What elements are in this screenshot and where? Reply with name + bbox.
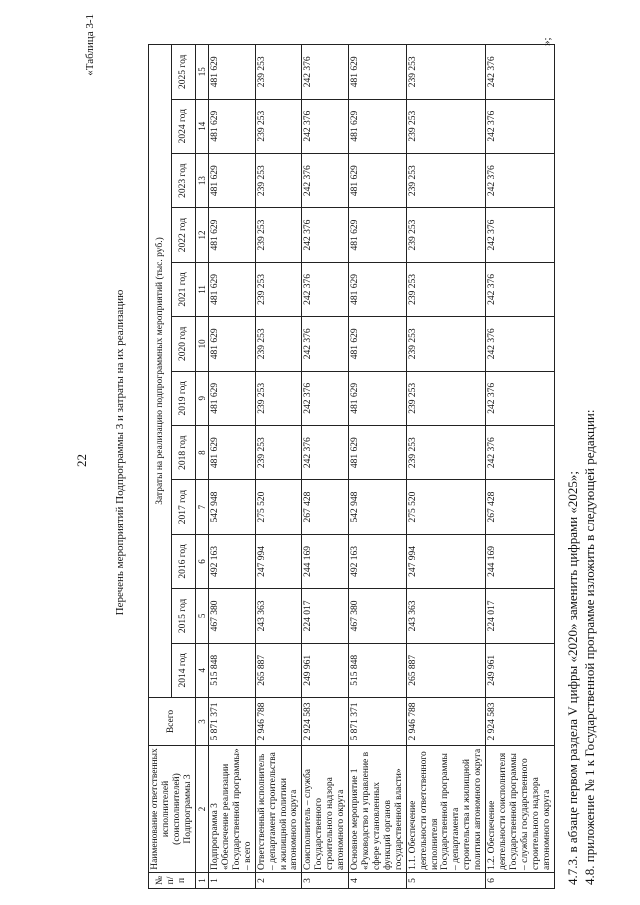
- row-total: 2 924 583: [302, 698, 349, 746]
- header-year: 2024 год: [172, 99, 195, 153]
- year-value: 481 629: [349, 371, 407, 425]
- year-value: 467 380: [209, 589, 256, 643]
- year-value: 242 376: [486, 153, 555, 207]
- year-value: 224 017: [302, 589, 349, 643]
- table-reference: «Таблица 3-1: [84, 14, 96, 76]
- year-value: 242 376: [302, 208, 349, 262]
- row-total: 5 871 371: [349, 698, 407, 746]
- year-value: 239 253: [255, 371, 302, 425]
- year-value: 265 887: [255, 643, 302, 697]
- row-total: 2 924 583: [486, 698, 555, 746]
- header-year: 2021 год: [172, 262, 195, 316]
- row-number: 4: [349, 873, 407, 889]
- year-value: 481 629: [349, 153, 407, 207]
- year-value: 249 961: [302, 643, 349, 697]
- note-paragraph: 4.8. приложение № 1 к Государственной программе изложить в следующей редакции:: [582, 409, 597, 885]
- year-value: 242 376: [302, 317, 349, 371]
- row-number: 3: [302, 873, 349, 889]
- header-year: 2020 год: [172, 317, 195, 371]
- row-name: Соисполнитель – служба Государственного строительного надзора автономного округа: [302, 746, 349, 873]
- year-value: 481 629: [209, 317, 256, 371]
- table-row: [209, 45, 256, 889]
- year-value: 265 887: [406, 643, 485, 697]
- year-value: 247 994: [255, 534, 302, 588]
- year-value: 481 629: [209, 99, 256, 153]
- header-num: № п/п: [149, 873, 196, 889]
- row-number: 1: [209, 873, 256, 889]
- column-index-row: [195, 45, 208, 889]
- year-value: 275 520: [406, 480, 485, 534]
- table-row: [302, 45, 349, 889]
- header-costs: Затраты на реализацию подпрограммных мероприятий (тыс. руб.): [149, 45, 172, 698]
- year-value: 239 253: [255, 45, 302, 100]
- row-number: 2: [255, 873, 302, 889]
- row-total: 5 871 371: [209, 698, 256, 746]
- year-value: 492 163: [209, 534, 256, 588]
- year-value: 244 169: [486, 534, 555, 588]
- year-value: 243 363: [255, 589, 302, 643]
- year-value: 481 629: [209, 371, 256, 425]
- year-value: 239 253: [406, 425, 485, 479]
- row-total: 2 946 788: [255, 698, 302, 746]
- column-index: 4: [195, 643, 208, 697]
- year-value: 267 428: [302, 480, 349, 534]
- year-value: 239 253: [406, 208, 485, 262]
- year-value: 242 376: [486, 317, 555, 371]
- year-value: 242 376: [486, 425, 555, 479]
- year-value: 481 629: [349, 45, 407, 100]
- year-value: 481 629: [349, 208, 407, 262]
- row-name: Ответственный исполнитель – департамент строительства и жилищной политики автономного округа: [255, 746, 302, 873]
- closing-quote: »;: [541, 37, 553, 46]
- header-year: 2022 год: [172, 208, 195, 262]
- year-value: 275 520: [255, 480, 302, 534]
- table-caption: Перечень мероприятий Подпрограммы 3 и затраты на их реализацию: [114, 289, 126, 616]
- year-value: 481 629: [349, 262, 407, 316]
- year-value: 242 376: [302, 262, 349, 316]
- header-year: 2018 год: [172, 425, 195, 479]
- column-index: 5: [195, 589, 208, 643]
- year-value: 239 253: [406, 99, 485, 153]
- column-index: 2: [195, 746, 208, 873]
- table-row: [349, 45, 407, 889]
- year-value: 242 376: [302, 425, 349, 479]
- header-year: 2016 год: [172, 534, 195, 588]
- year-value: 481 629: [209, 208, 256, 262]
- year-value: 481 629: [349, 425, 407, 479]
- row-number: 5: [406, 873, 485, 889]
- year-value: 242 376: [486, 45, 555, 100]
- year-value: 467 380: [349, 589, 407, 643]
- header-year: 2025 год: [172, 45, 195, 100]
- column-index: 9: [195, 371, 208, 425]
- row-name: Основное мероприятие 1 «Руководство и управление в сфере установленных функций органов государственной власти»: [349, 746, 407, 873]
- column-index: 6: [195, 534, 208, 588]
- page-number: 22: [74, 454, 89, 467]
- year-value: 239 253: [406, 45, 485, 100]
- column-index: 14: [195, 99, 208, 153]
- table-row: [255, 45, 302, 889]
- year-value: 542 948: [349, 480, 407, 534]
- column-index: 13: [195, 153, 208, 207]
- year-value: 481 629: [349, 317, 407, 371]
- year-value: 247 994: [406, 534, 485, 588]
- year-value: 239 253: [255, 153, 302, 207]
- year-value: 242 376: [302, 45, 349, 100]
- year-value: 239 253: [406, 317, 485, 371]
- year-value: 243 363: [406, 589, 485, 643]
- year-value: 542 948: [209, 480, 256, 534]
- column-index: 15: [195, 45, 208, 100]
- year-value: 239 253: [255, 99, 302, 153]
- note-paragraph: 4.7.3. в абзаце первом раздела V цифры «2020» заменить цифрами «2025»;: [565, 470, 580, 885]
- column-index: 10: [195, 317, 208, 371]
- year-value: 481 629: [209, 153, 256, 207]
- year-value: 492 163: [349, 534, 407, 588]
- year-value: 481 629: [349, 99, 407, 153]
- year-value: 515 848: [349, 643, 407, 697]
- header-year: 2015 год: [172, 589, 195, 643]
- year-value: 239 253: [406, 153, 485, 207]
- header-year: 2017 год: [172, 480, 195, 534]
- year-value: 515 848: [209, 643, 256, 697]
- expenses-table: [148, 44, 555, 889]
- header-year: 2023 год: [172, 153, 195, 207]
- column-index: 3: [195, 698, 208, 746]
- year-value: 242 376: [486, 208, 555, 262]
- row-name: Подпрограмма 3 «Обеспечение реализации Государственной программы» – всего: [209, 746, 256, 873]
- row-name: 1.2. Обеспечение деятельности соисполнителя Государственной программы – службы государственного строительного надзора автономного округа: [486, 746, 555, 873]
- year-value: 239 253: [255, 262, 302, 316]
- header-name: Наименование ответственных исполнителей (соисполнителей) Подпрограммы 3: [149, 746, 196, 873]
- row-name: 1.1. Обеспечение деятельности ответственного исполнителя Государственной программы – департамента строительства и жилищной политики автономного округа: [406, 746, 485, 873]
- year-value: 242 376: [302, 99, 349, 153]
- year-value: 239 253: [255, 208, 302, 262]
- year-value: 239 253: [255, 425, 302, 479]
- column-index: 7: [195, 480, 208, 534]
- year-value: 242 376: [486, 99, 555, 153]
- year-value: 239 253: [406, 371, 485, 425]
- column-index: 1: [195, 873, 208, 889]
- header-year: 2014 год: [172, 643, 195, 697]
- year-value: 224 017: [486, 589, 555, 643]
- year-value: 481 629: [209, 45, 256, 100]
- year-value: 481 629: [209, 425, 256, 479]
- column-index: 11: [195, 262, 208, 316]
- year-value: 242 376: [486, 262, 555, 316]
- header-year: 2019 год: [172, 371, 195, 425]
- row-number: 6: [486, 873, 555, 889]
- year-value: 244 169: [302, 534, 349, 588]
- table-row: [406, 45, 485, 889]
- year-value: 242 376: [302, 371, 349, 425]
- header-total: Всего: [149, 698, 196, 746]
- year-value: 267 428: [486, 480, 555, 534]
- table-row: [486, 45, 555, 889]
- year-value: 249 961: [486, 643, 555, 697]
- row-total: 2 946 788: [406, 698, 485, 746]
- year-value: 242 376: [486, 371, 555, 425]
- year-value: 242 376: [302, 153, 349, 207]
- year-value: 239 253: [255, 317, 302, 371]
- column-index: 12: [195, 208, 208, 262]
- column-index: 8: [195, 425, 208, 479]
- year-value: 481 629: [209, 262, 256, 316]
- year-value: 239 253: [406, 262, 485, 316]
